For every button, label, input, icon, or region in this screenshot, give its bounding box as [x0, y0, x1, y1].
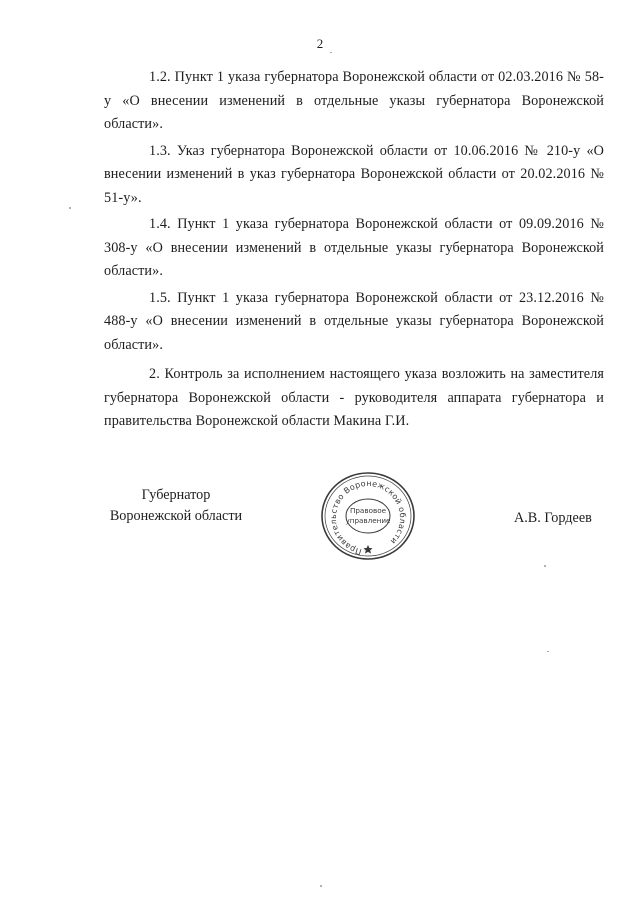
- paragraph-2: 2. Контроль за исполнением настоящего указа возложить на заместителя губернатора Воронежской области - руководителя аппарата губернатора и правительства Воронежской области Макина Г.И.: [104, 366, 604, 429]
- page-number: 2: [316, 36, 324, 51]
- document-body: [104, 66, 604, 437]
- paragraph-1-4: 1.4. Пункт 1 указа губернатора Воронежской области от 09.09.2016 № 308-у «О внесении изменений в отдельные указы губернатора Воронежской области».: [104, 216, 604, 279]
- scan-speck: [69, 207, 71, 209]
- paragraph-1-5: 1.5. Пункт 1 указа губернатора Воронежской области от 23.12.2016 № 488-у «О внесении изменений в отдельные указы губернатора Воронежской области».: [104, 289, 604, 353]
- seal-center-line-1: Правовое: [349, 506, 387, 515]
- scan-speck: [320, 885, 322, 887]
- official-seal: [318, 470, 418, 562]
- signatory-name: А.В. Гордеев: [514, 510, 592, 526]
- seal-star-icon: [363, 545, 372, 554]
- signatory-title: [96, 485, 256, 527]
- paragraph-1-3: 1.3. Указ губернатора Воронежской области от 10.06.2016 № 210-у «О внесении изменений в указ губернатора Воронежской области от 20.02.2016 № 51-у».: [104, 142, 604, 206]
- scan-speck: [544, 565, 546, 567]
- scan-speck: [547, 651, 549, 652]
- seal-ring-text: Правительство Воронежской области: [328, 478, 408, 557]
- paragraph-1-2: 1.2. Пункт 1 указа губернатора Воронежской области от 02.03.2016 № 58-у «О внесении изменений в отдельные указы губернатора Воронежской области».: [104, 69, 604, 132]
- scan-speck: [330, 52, 332, 53]
- signatory-title-line-1: Губернатор: [141, 487, 211, 503]
- signatory-title-line-2: Воронежской области: [109, 508, 243, 524]
- seal-center-line-2: управление: [345, 516, 391, 525]
